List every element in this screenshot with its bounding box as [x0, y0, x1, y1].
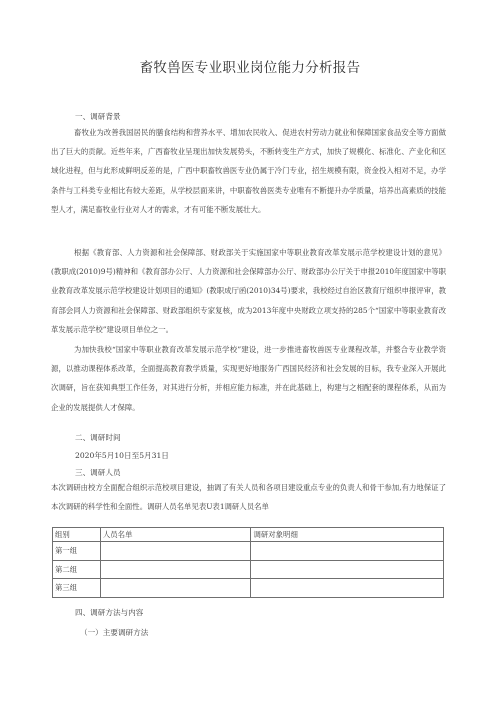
table-header-row [53, 528, 444, 542]
table-cell-targets [251, 542, 444, 561]
subsection-heading-methods: （一）主要调研方法 [80, 628, 149, 637]
document-title: 畜牧兽医专业职业岗位能力分析报告 [139, 60, 361, 76]
survey-dates: 2020年5月10日至5月31日 [75, 451, 169, 460]
staff-table [52, 527, 444, 598]
table-row [53, 542, 444, 561]
table-cell-group: 第二组 [53, 560, 101, 579]
table-row [53, 579, 444, 598]
section-heading-staff: 三、调研人员 [75, 468, 121, 477]
paragraph-staff: 本次调研由校方全面配合组织示范校项目建设，抽调了有关人员和各项目建设重点专业的负责人和骨干参加,有力地保证了本次调研的科学性和全面性。调研人员名单见表U表1调研人员名单 [51, 483, 446, 512]
table-header-targets: 调研对象明细 [251, 528, 444, 542]
table-cell-targets [251, 560, 444, 579]
section-heading-time: 二、调研时间 [75, 433, 121, 442]
paragraph-background-1: 畜牧业为改善我国居民的膳食结构和营养水平、增加农民收入、促进农村劳动力就业和保障国家食品安全等方面做出了巨大的贡献。近些年来，广西畜牧业呈现出加快发展势头，不断转变生产方式，加快了规模化、标准化、产业化和区域化进程，但与此形成鲜明反差的是，广西中职畜牧兽医专业仍属于冷门专业，招生规模有限，资金投入相对不足，办学条件与工科类专业相比有较大差距，从学校层面来讲，中职畜牧兽医类专业唯有不断提升办学质量，培养出高素质的技能型人才，满足畜牧业行业对人才的需求，才有可能不断发展壮大。 [51, 128, 446, 214]
paragraph-background-2: 根据《教育部、人力资源和社会保障部、财政部关于实施国家中等职业教育改革发展示范学校建设计划的意见》(教职成(2010)9号)精神和《教育部办公厅、人力资源和社会保障部办公厅、财政部办公厅关于申报2010年度国家中等职业教育改革发展示范学校建设计划项目的通知》(教职成厅函(2010)34号)要求，我校经过自治区教育厅组织申报评审，教育部会同人力资源和社会保障部、财政部组织专家复核，成为2013年度中央财政立项支持的285个“国家中等职业教育改革发展示范学校”建设项目单位之一。 [51, 248, 446, 334]
table-cell-members [100, 542, 251, 561]
table-cell-targets [251, 579, 444, 598]
table-cell-group: 第一组 [53, 542, 101, 561]
paragraph-background-3: 为加快我校“国家中等职业教育改革发展示范学校”建设，进一步推进畜牧兽医专业课程改革，并整合专业教学资源，以推动课程体系改革，全面提高教育教学质量，实现更好地服务广西国民经济和社会发展的目标，我专业深入开展此次调研，旨在获知典型工作任务，对其进行分析，并相应能力标准，并在此基础上，构建与之相配套的课程体系，从而为企业的发展提供人才保障。 [51, 345, 446, 412]
section-heading-method: 四、调研方法与内容 [75, 608, 144, 617]
table-cell-group: 第三组 [53, 579, 101, 598]
table-cell-members [100, 560, 251, 579]
table-cell-members [100, 579, 251, 598]
table-row [53, 560, 444, 579]
table-header-members: 人员名单 [100, 528, 251, 542]
table-header-group: 组别 [53, 528, 101, 542]
section-heading-background: 一、调研背景 [75, 112, 121, 121]
